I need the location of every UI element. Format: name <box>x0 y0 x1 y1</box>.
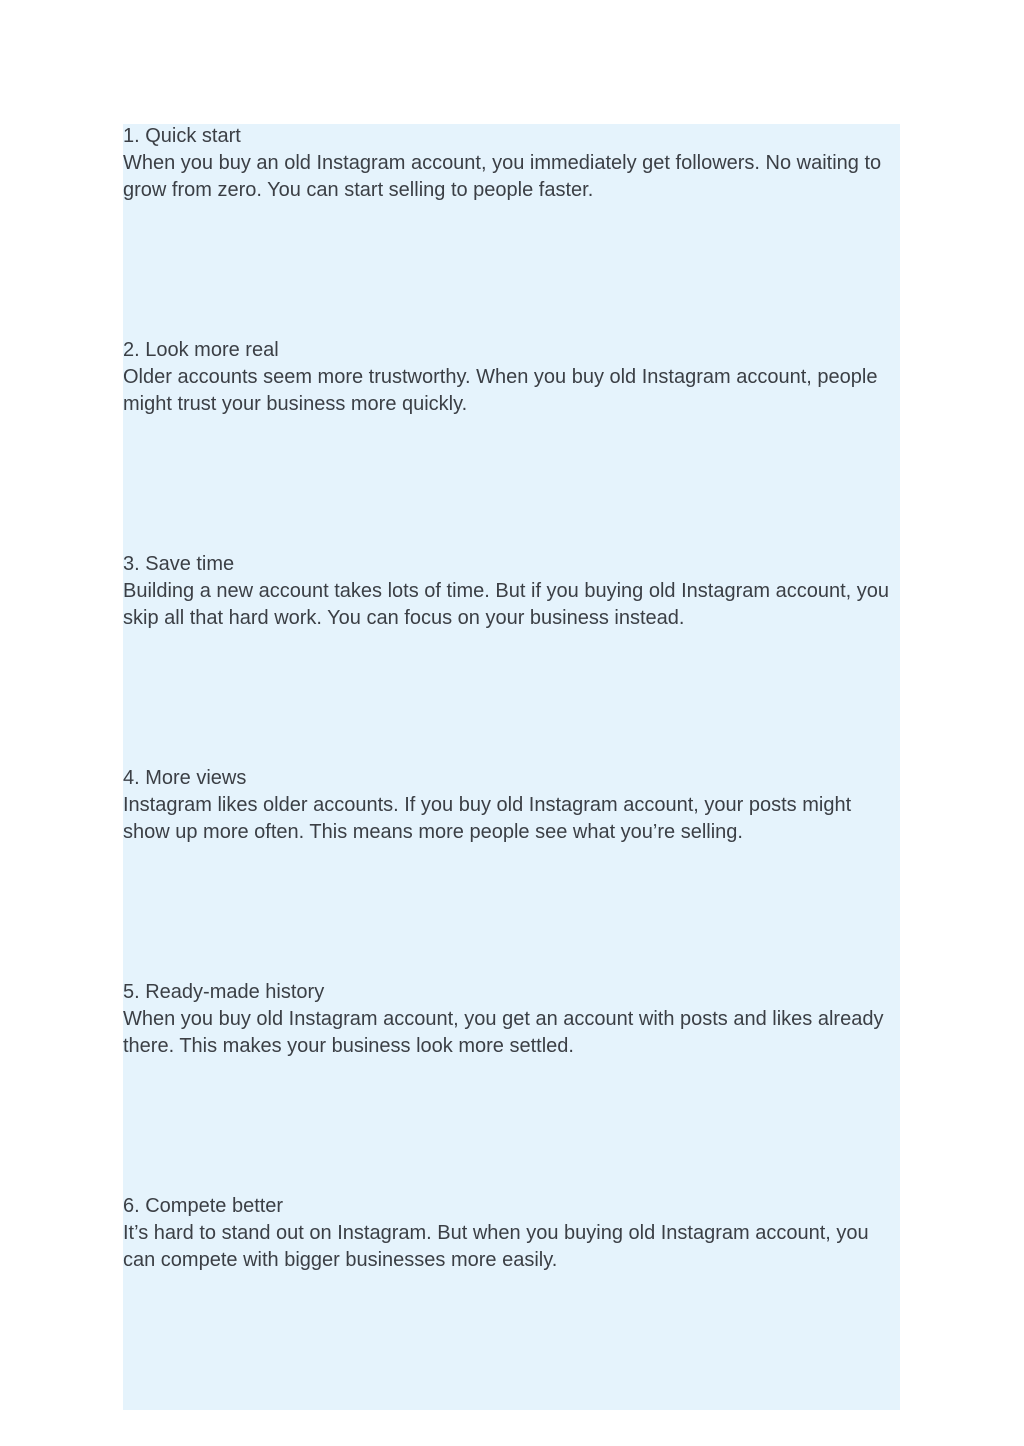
section-look-more-real <box>123 337 900 418</box>
section-heading: 5. Ready-made history <box>123 981 325 1003</box>
section-body: When you buy an old Instagram account, you immediately get followers. No waiting to grow from zero. You can start selling to people faster. <box>123 152 882 201</box>
section-heading: 6. Compete better <box>123 1195 284 1217</box>
section-body: Older accounts seem more trustworthy. When you buy old Instagram account, people might trust your business more quickly. <box>123 366 878 415</box>
section-heading: 1. Quick start <box>123 125 241 147</box>
section-body: It’s hard to stand out on Instagram. But when you buying old Instagram account, you can compete with bigger businesses more easily. <box>123 1222 869 1271</box>
section-body: Instagram likes older accounts. If you buy old Instagram account, your posts might show up more often. This means more people see what you’re selling. <box>123 794 852 843</box>
section-body: Building a new account takes lots of time. But if you buying old Instagram account, you skip all that hard work. You can focus on your business instead. <box>123 580 889 629</box>
section-save-time <box>123 551 900 632</box>
section-body: When you buy old Instagram account, you get an account with posts and likes already there. This makes your business look more settled. <box>123 1008 884 1057</box>
section-quick-start <box>123 123 900 204</box>
highlighted-content-block <box>123 124 900 1410</box>
section-heading: 3. Save time <box>123 553 235 575</box>
section-heading: 2. Look more real <box>123 339 279 361</box>
section-compete-better <box>123 1193 900 1274</box>
section-more-views <box>123 765 900 846</box>
section-heading: 4. More views <box>123 767 247 789</box>
section-ready-made-history <box>123 979 900 1060</box>
